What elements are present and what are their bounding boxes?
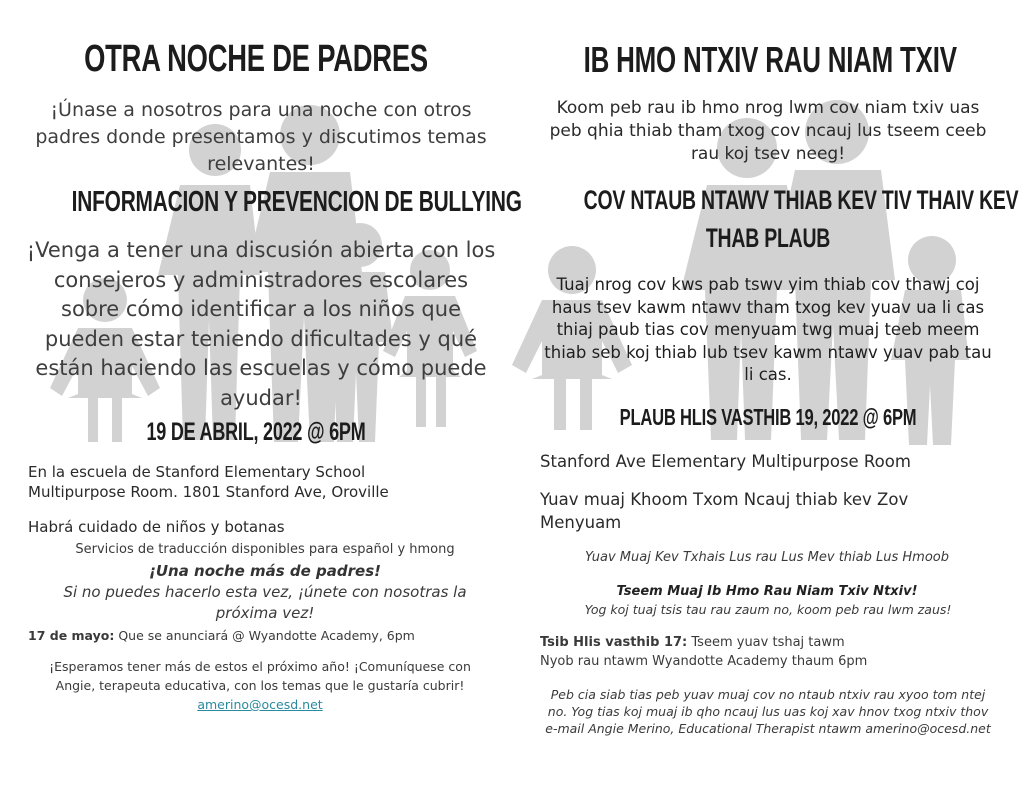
topic-heading-line-1: COV NTAUB NTAWV THIAB KEV TIV THAIV KEV (583, 185, 1019, 215)
one-more-night: Tseem Muaj Ib Hmo Rau Niam Txiv Ntxiv! (616, 584, 918, 599)
next-date-text: Que se anunciará @ Wyandotte Academy, 6pm (114, 628, 415, 643)
event-location (28, 462, 488, 502)
hmong-flyer (512, 0, 1024, 791)
next-date-text: Tseem yuav tshaj tawm (687, 635, 845, 650)
event-date: 19 DE ABRIL, 2022 @ 6PM (146, 418, 366, 446)
closing-note (30, 657, 490, 714)
intro-text: Koom peb rau ib hmo nrog lwm cov niam txiv uas peb qhia thiab tham txog cov ncauj lus tseem ceeb rau koj tsev neeg! (549, 98, 987, 164)
closing-note: Peb cia siab tias peb yuav muaj cov no ntaub ntxiv rau xyoo tom ntej no. Yog tias koj muaj ib qho ncauj lus uas koj xav hnov txog ntxiv thov e-mail Angie Merino, Educational Therapist ntawm amerino@ocesd.net (545, 687, 991, 736)
next-date-label: 17 de mayo: (28, 628, 115, 643)
one-more-night: ¡Una noche más de padres! (149, 562, 381, 580)
closing-text: ¡Esperamos tener más de estos el próximo año! ¡Comuníquese con Angie, terapeuta educativa, con los temas que le gustaría cubrir! (49, 659, 471, 693)
translation-note: Servicios de traducción disponibles para español y hmong (75, 542, 455, 557)
next-date-line-2: Nyob rau ntawm Wyandotte Academy thaum 6pm (540, 654, 868, 669)
next-date-label: Tsib Hlis vasthib 17: (540, 635, 688, 650)
childcare-note: Yuav muaj Khoom Txom Ncauj thiab kev Zov Menyuam (540, 490, 909, 532)
location-line-2: Multipurpose Room. 1801 Stanford Ave, Oroville (28, 483, 389, 501)
page-title: OTRA NOCHE DE PADRES (84, 38, 428, 80)
intro-text: ¡Únase a nosotros para una noche con otros padres donde presentamos y discutimos temas relevantes! (35, 99, 487, 175)
page-title: IB HMO NTXIV RAU NIAM TXIV (583, 39, 957, 80)
description-text: ¡Venga a tener una discusión abierta con los consejeros y administradores escolares sobre cómo identificar a los niños que pueden estar teniendo dificultades y qué están haciendo las escuelas y cómo puede ayudar! (26, 238, 496, 410)
childcare-note: Habrá cuidado de niños y botanas (28, 518, 285, 536)
topic-heading-line-2: THAB PLAUB (705, 223, 831, 253)
next-date-block (540, 633, 1010, 671)
next-date-line (540, 633, 1010, 652)
email-link[interactable]: amerino@ocesd.net (197, 697, 323, 712)
topic-heading: INFORMACION Y PREVENCION DE BULLYING (71, 186, 522, 218)
next-date-line (28, 626, 498, 645)
location-line-1: En la escuela de Stanford Elementary School (28, 463, 366, 481)
translation-note: Yuav Muaj Kev Txhais Lus rau Lus Mev thiab Lus Hmoob (585, 550, 949, 565)
next-time-note: Yog koj tuaj tsis tau rau zaum no, koom peb rau lwm zaus! (584, 602, 952, 617)
next-time-note: Si no puedes hacerlo esta vez, ¡únete con nosotras la próxima vez! (63, 583, 467, 622)
description-text: Tuaj nrog cov kws pab tswv yim thiab cov thawj coj haus tsev kawm ntawv tham txog kev yuav ua li cas thiaj paub tias cov menyuam twg muaj teeb meem thiab seb koj thiab lub tsev kawm ntawv yuav pab tau li cas. (544, 275, 992, 384)
event-location: Stanford Ave Elementary Multipurpose Room (540, 452, 911, 471)
event-date: PLAUB HLIS VASTHIB 19, 2022 @ 6PM (619, 404, 917, 430)
